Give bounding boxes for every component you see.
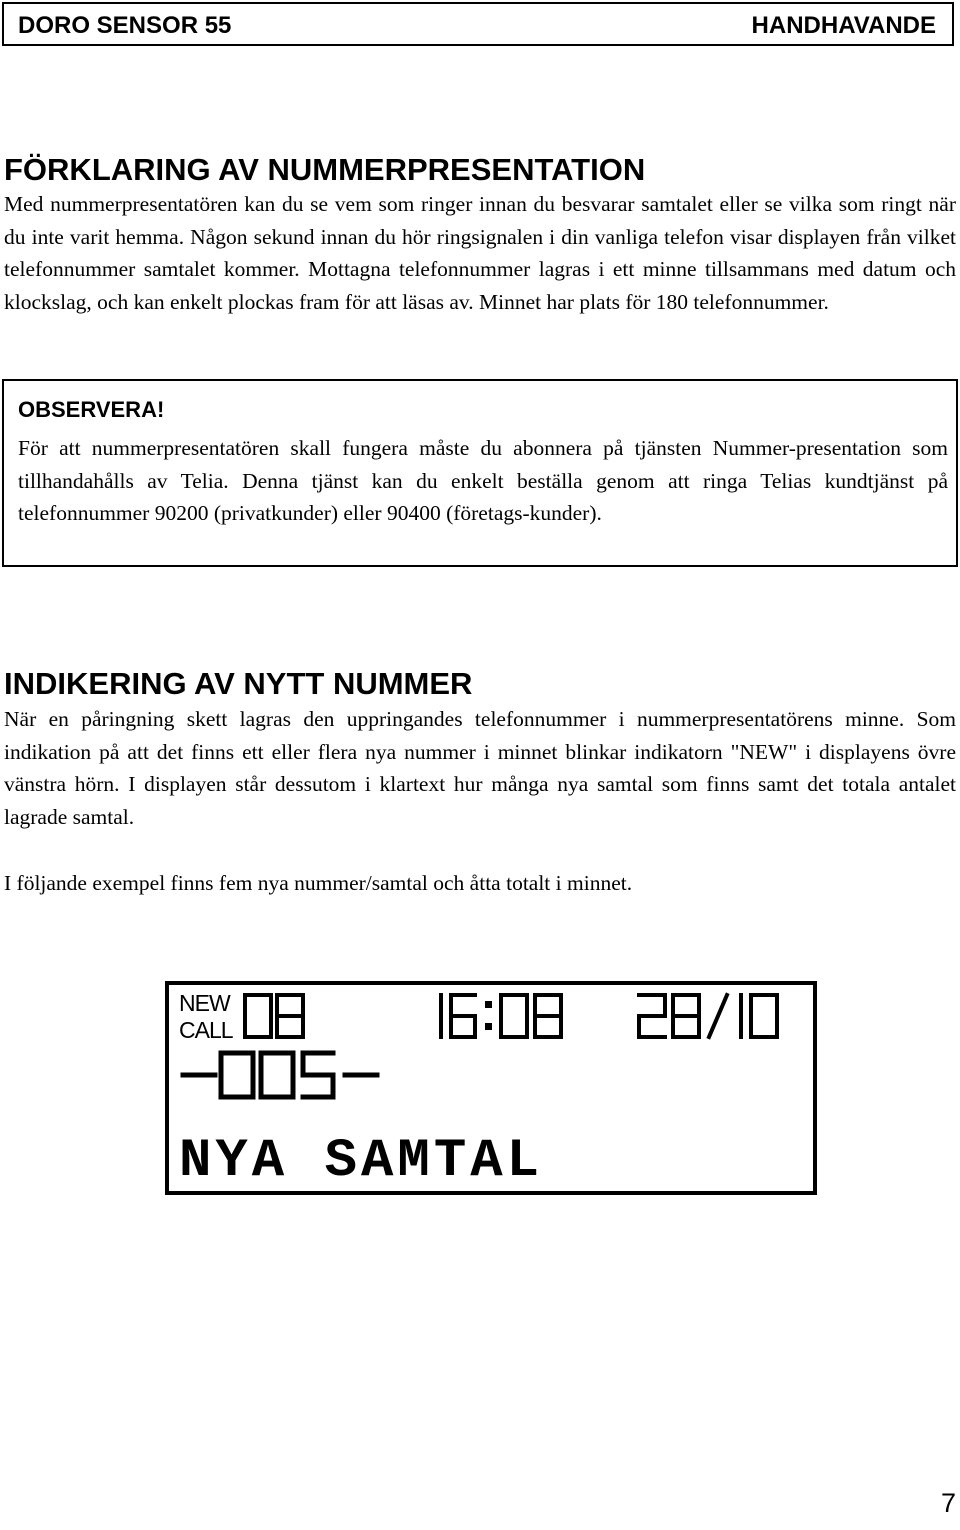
lcd-segments — [169, 985, 813, 1191]
note-text: För att nummerpresentatören skall fungera måste du abonnera på tjänsten Nummer-presentation som tillhandahålls av Telia. Denna tjänst kan du enkelt beställa genom att ringa Telias kundtjänst på telefonnummer 90200 (privatkunder) eller 90400 (företags-kunder). — [18, 436, 948, 525]
page-number: 7 — [940, 1488, 956, 1518]
lcd-total-count — [245, 995, 303, 1037]
lcd-date — [639, 995, 777, 1037]
new-indicator: NEW — [179, 990, 230, 1016]
product-name: DORO SENSOR 55 — [18, 12, 232, 39]
note-box — [2, 379, 958, 567]
section-body-new-number: När en påringning skett lagras den uppringandes telefonnummer i nummerpresentatörens minne. Som indikation på att det finns ett eller flera nya nummer i minnet blinkar indikatorn "NEW" i displayens övre vänstra hörn. I displayen står dessutom i klartext hur många nya samtal som finns samt det totala antalet lagrade samtal. — [4, 707, 956, 829]
lcd-message-text — [179, 1131, 543, 1191]
section-name: HANDHAVANDE — [751, 12, 936, 39]
section-body-caller-id: Med nummerpresentatören kan du se vem som ringer innan du besvarar samtalet eller se vilka som ringt när du inte varit hemma. Någon sekund innan du hör ringsignalen i din vanliga telefon visar displayen från vilket telefonnummer samtalet kommer. Mottagna telefonnummer lagras i ett minne tillsammans med datum och klockslag, och kan enkelt plockas fram för att läsas av. Minnet har plats för 180 telefonnummer. — [4, 192, 956, 314]
page-header — [2, 2, 954, 46]
example-text: I följande exempel finns fem nya nummer/samtal och åtta totalt i minnet. — [4, 871, 633, 895]
lcd-message: NYA SAMTAL — [179, 1131, 544, 1191]
section-heading-new-number: INDIKERING AV NYTT NUMMER — [4, 666, 473, 701]
lcd-time — [441, 995, 561, 1037]
section-heading-caller-id: FÖRKLARING AV NUMMERPRESENTATION — [4, 152, 646, 187]
call-indicator: CALL — [179, 1017, 233, 1043]
lcd-new-count — [183, 1053, 377, 1097]
note-title: OBSERVERA! — [18, 397, 165, 422]
lcd-display-example — [165, 981, 817, 1195]
